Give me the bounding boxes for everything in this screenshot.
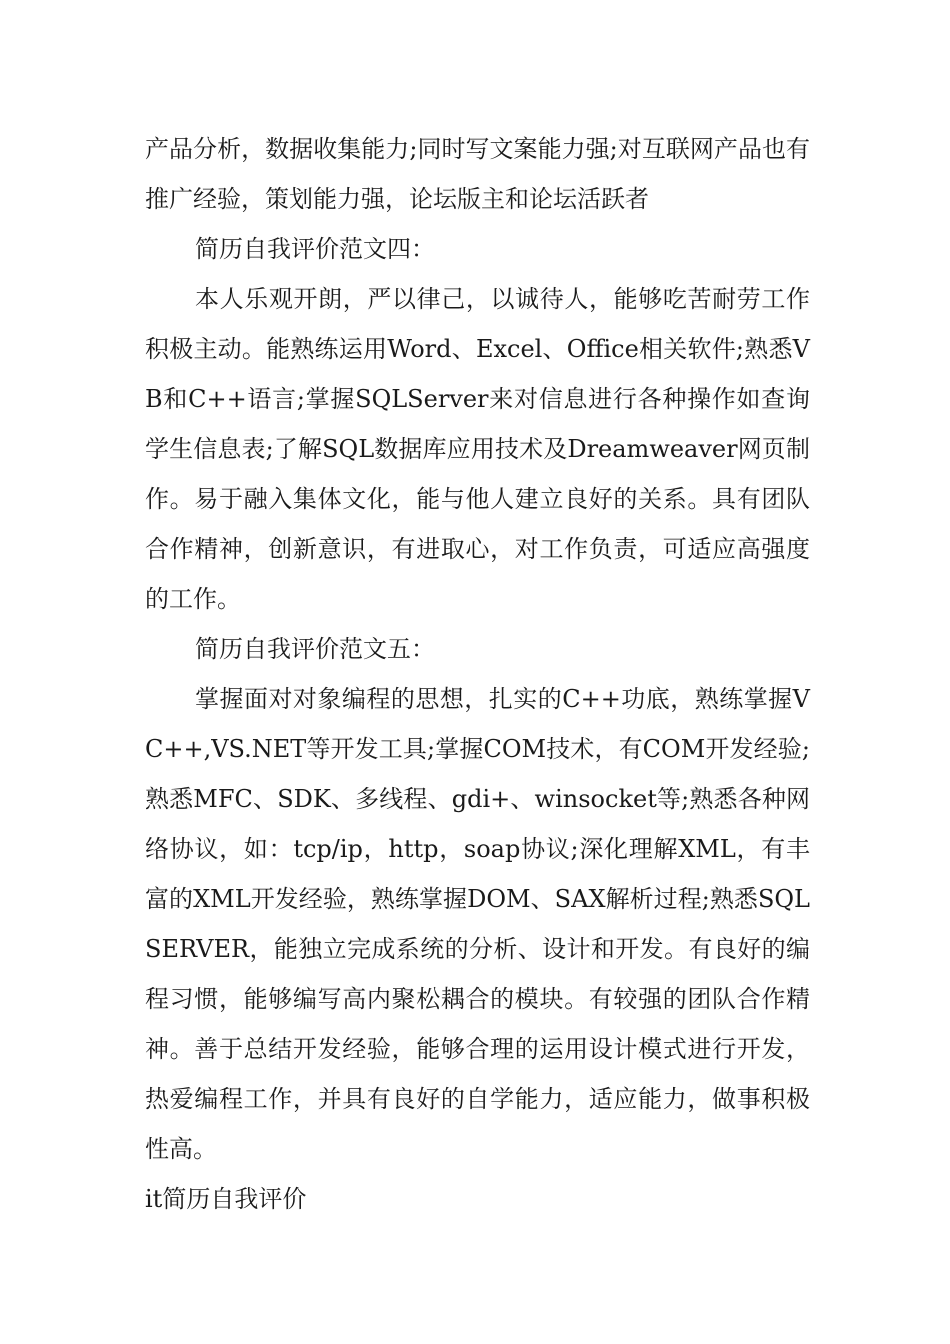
- section-title-it: it简历自我评价: [145, 1185, 307, 1213]
- paragraph-sample-five: 掌握面对对象编程的思想，扎实的C++功底，熟练掌握VC++,VS.NET等开发工具;掌握COM技术，有COM开发经验;熟悉MFC、SDK、多线程、gdi+、winsocket等;熟悉各种网络协议，如：tcp/ip，http，soap协议;深化理解XML，有丰富的XML开发经验，熟练掌握DOM、SAX解析过程;熟悉SQLSERVER，能独立完成系统的分析、设计和开发。有良好的编程习惯，能够编写高内聚松耦合的模块。有较强的团队合作精神。善于总结开发经验，能够合理的运用设计模式进行开发，热爱编程工作，并具有良好的自学能力，适应能力，做事积极性高。: [145, 685, 810, 1163]
- paragraph-sample-four: 本人乐观开朗，严以律己，以诚待人，能够吃苦耐劳工作积极主动。能熟练运用Word、Excel、Office相关软件;熟悉VB和C++语言;掌握SQLServer来对信息进行各种操作如查询学生信息表;了解SQL数据库应用技术及Dreamweaver网页制作。易于融入集体文化，能与他人建立良好的关系。具有团队合作精神，创新意识，有进取心，对工作负责，可适应高强度的工作。: [145, 285, 810, 613]
- document-body: [145, 124, 810, 1224]
- section-heading-four: 简历自我评价范文四：: [195, 235, 435, 263]
- section-heading-five: 简历自我评价范文五：: [195, 635, 435, 663]
- paragraph-continuation: 产品分析，数据收集能力;同时写文案能力强;对互联网产品也有推广经验，策划能力强，论坛版主和论坛活跃者: [145, 135, 810, 213]
